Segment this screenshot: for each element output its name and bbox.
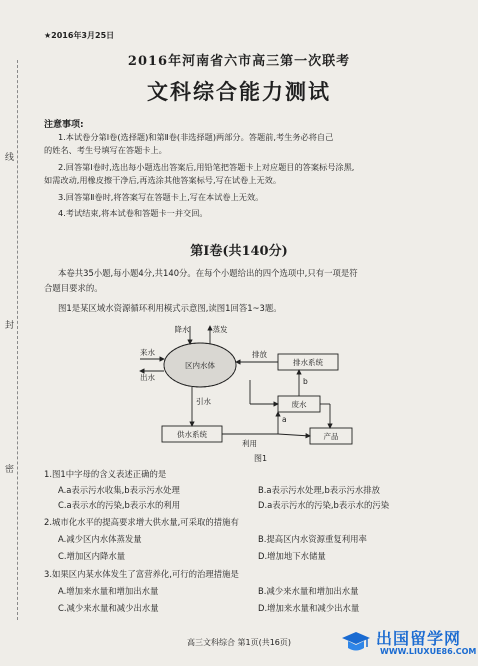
margin-char-xian: 线 [5,153,15,163]
edge-label-use: 利用 [242,439,257,448]
note-line: 3.回答第Ⅱ卷时,将答案写在答题卡上,写在本试卷上无效。 [58,192,264,202]
note-line: 如需改动,用橡皮擦干净后,再选涂其他答案标号,写在试卷上无效。 [44,175,282,185]
graduation-cap-icon [340,628,372,656]
diagram-rain-label: 降水 [174,325,190,334]
question-2-stem: 2.城市化水平的提高要求增大供水量,可采取的措施有 [44,517,239,527]
edge-label-discharge: 排放 [252,350,267,359]
q3-option-b: B.减少来水量和增加出水量 [258,586,359,596]
binding-margin-line [17,60,19,620]
q3-option-d: D.增加来水量和减少出水量 [258,603,360,613]
exam-title: 2016年河南省六市高三第一次联考 [127,54,351,69]
figure-intro: 图1是某区域水资源循环利用模式示意图,读图1回答1~3题。 [58,303,282,313]
diagram-inflow-label: 来水 [140,348,155,357]
drainage-system-box: 排水系统 [293,358,323,367]
q2-option-c: C.增加区内降水量 [58,551,126,561]
page-footer: 高三文科综合 第1页(共16页) [186,638,292,647]
margin-char-feng: 封 [5,321,15,331]
notes-heading: 注意事项: [44,120,84,130]
exam-subject-title: 文科综合能力测试 [147,79,331,104]
note-line: 的姓名、考生号填写在答题卡上。 [44,145,167,155]
watermark-url: WWW.LIUXUE86.COM [380,647,477,656]
q2-option-b: B.提高区内水资源重复利用率 [258,534,367,544]
watermark-text: 出国留学网 [376,629,462,648]
note-line: 4.考试结束,将本试卷和答题卡一并交回。 [58,208,208,218]
question-1-stem: 1.图1中字母的含义表述正确的是 [44,469,167,479]
watermark-logo [340,626,477,662]
note-line: 2.回答第Ⅰ卷时,选出每小题选出答案后,用铅笔把答题卡上对应题目的答案标号涂黑, [58,162,355,172]
figure-caption: 图1 [254,454,268,463]
q1-option-a: A.a表示污水收集,b表示污水处理 [58,485,180,495]
q2-option-a: A.减少区内水体蒸发量 [58,534,142,544]
water-cycle-diagram [130,318,360,458]
note-line: 1.本试卷分第Ⅰ卷(选择题)和第Ⅱ卷(非选择题)两部分。答题前,考生务必将自己 [58,132,334,142]
section-intro-cont: 合题目要求的。 [44,283,103,293]
question-3-stem: 3.如果区内某水体发生了富营养化,可行的治理措施是 [44,569,239,579]
diagram-evap-label: 蒸发 [212,325,228,334]
section-title: 第Ⅰ卷(共140分) [190,244,288,259]
product-box: 产品 [323,432,339,441]
section-intro: 本卷共35小题,每小题4分,共140分。在每个小题给出的四个选项中,只有一项是符 [58,268,358,278]
diagram-center-label: 区内水体 [185,361,215,370]
q1-option-b: B.a表示污水处理,b表示污水排放 [258,485,381,495]
margin-char-mi: 密 [5,465,15,475]
diagram-outflow-label: 出水 [140,373,155,382]
q1-option-c: C.a表示水的污染,b表示水的利用 [58,500,181,510]
edge-label-a: a [282,415,287,424]
edge-label-intake: 引水 [196,397,211,406]
supply-system-box: 供水系统 [177,430,207,439]
q2-option-d: D.增加地下水储量 [258,551,326,561]
wastewater-box: 废水 [291,400,307,409]
q3-option-a: A.增加来水量和增加出水量 [58,586,159,596]
edge-label-b: b [303,377,308,386]
q1-option-d: D.a表示污水的污染,b表示水的污染 [258,500,390,510]
q3-option-c: C.减少来水量和减少出水量 [58,603,159,613]
exam-date: ★2016年3月25日 [44,31,115,40]
